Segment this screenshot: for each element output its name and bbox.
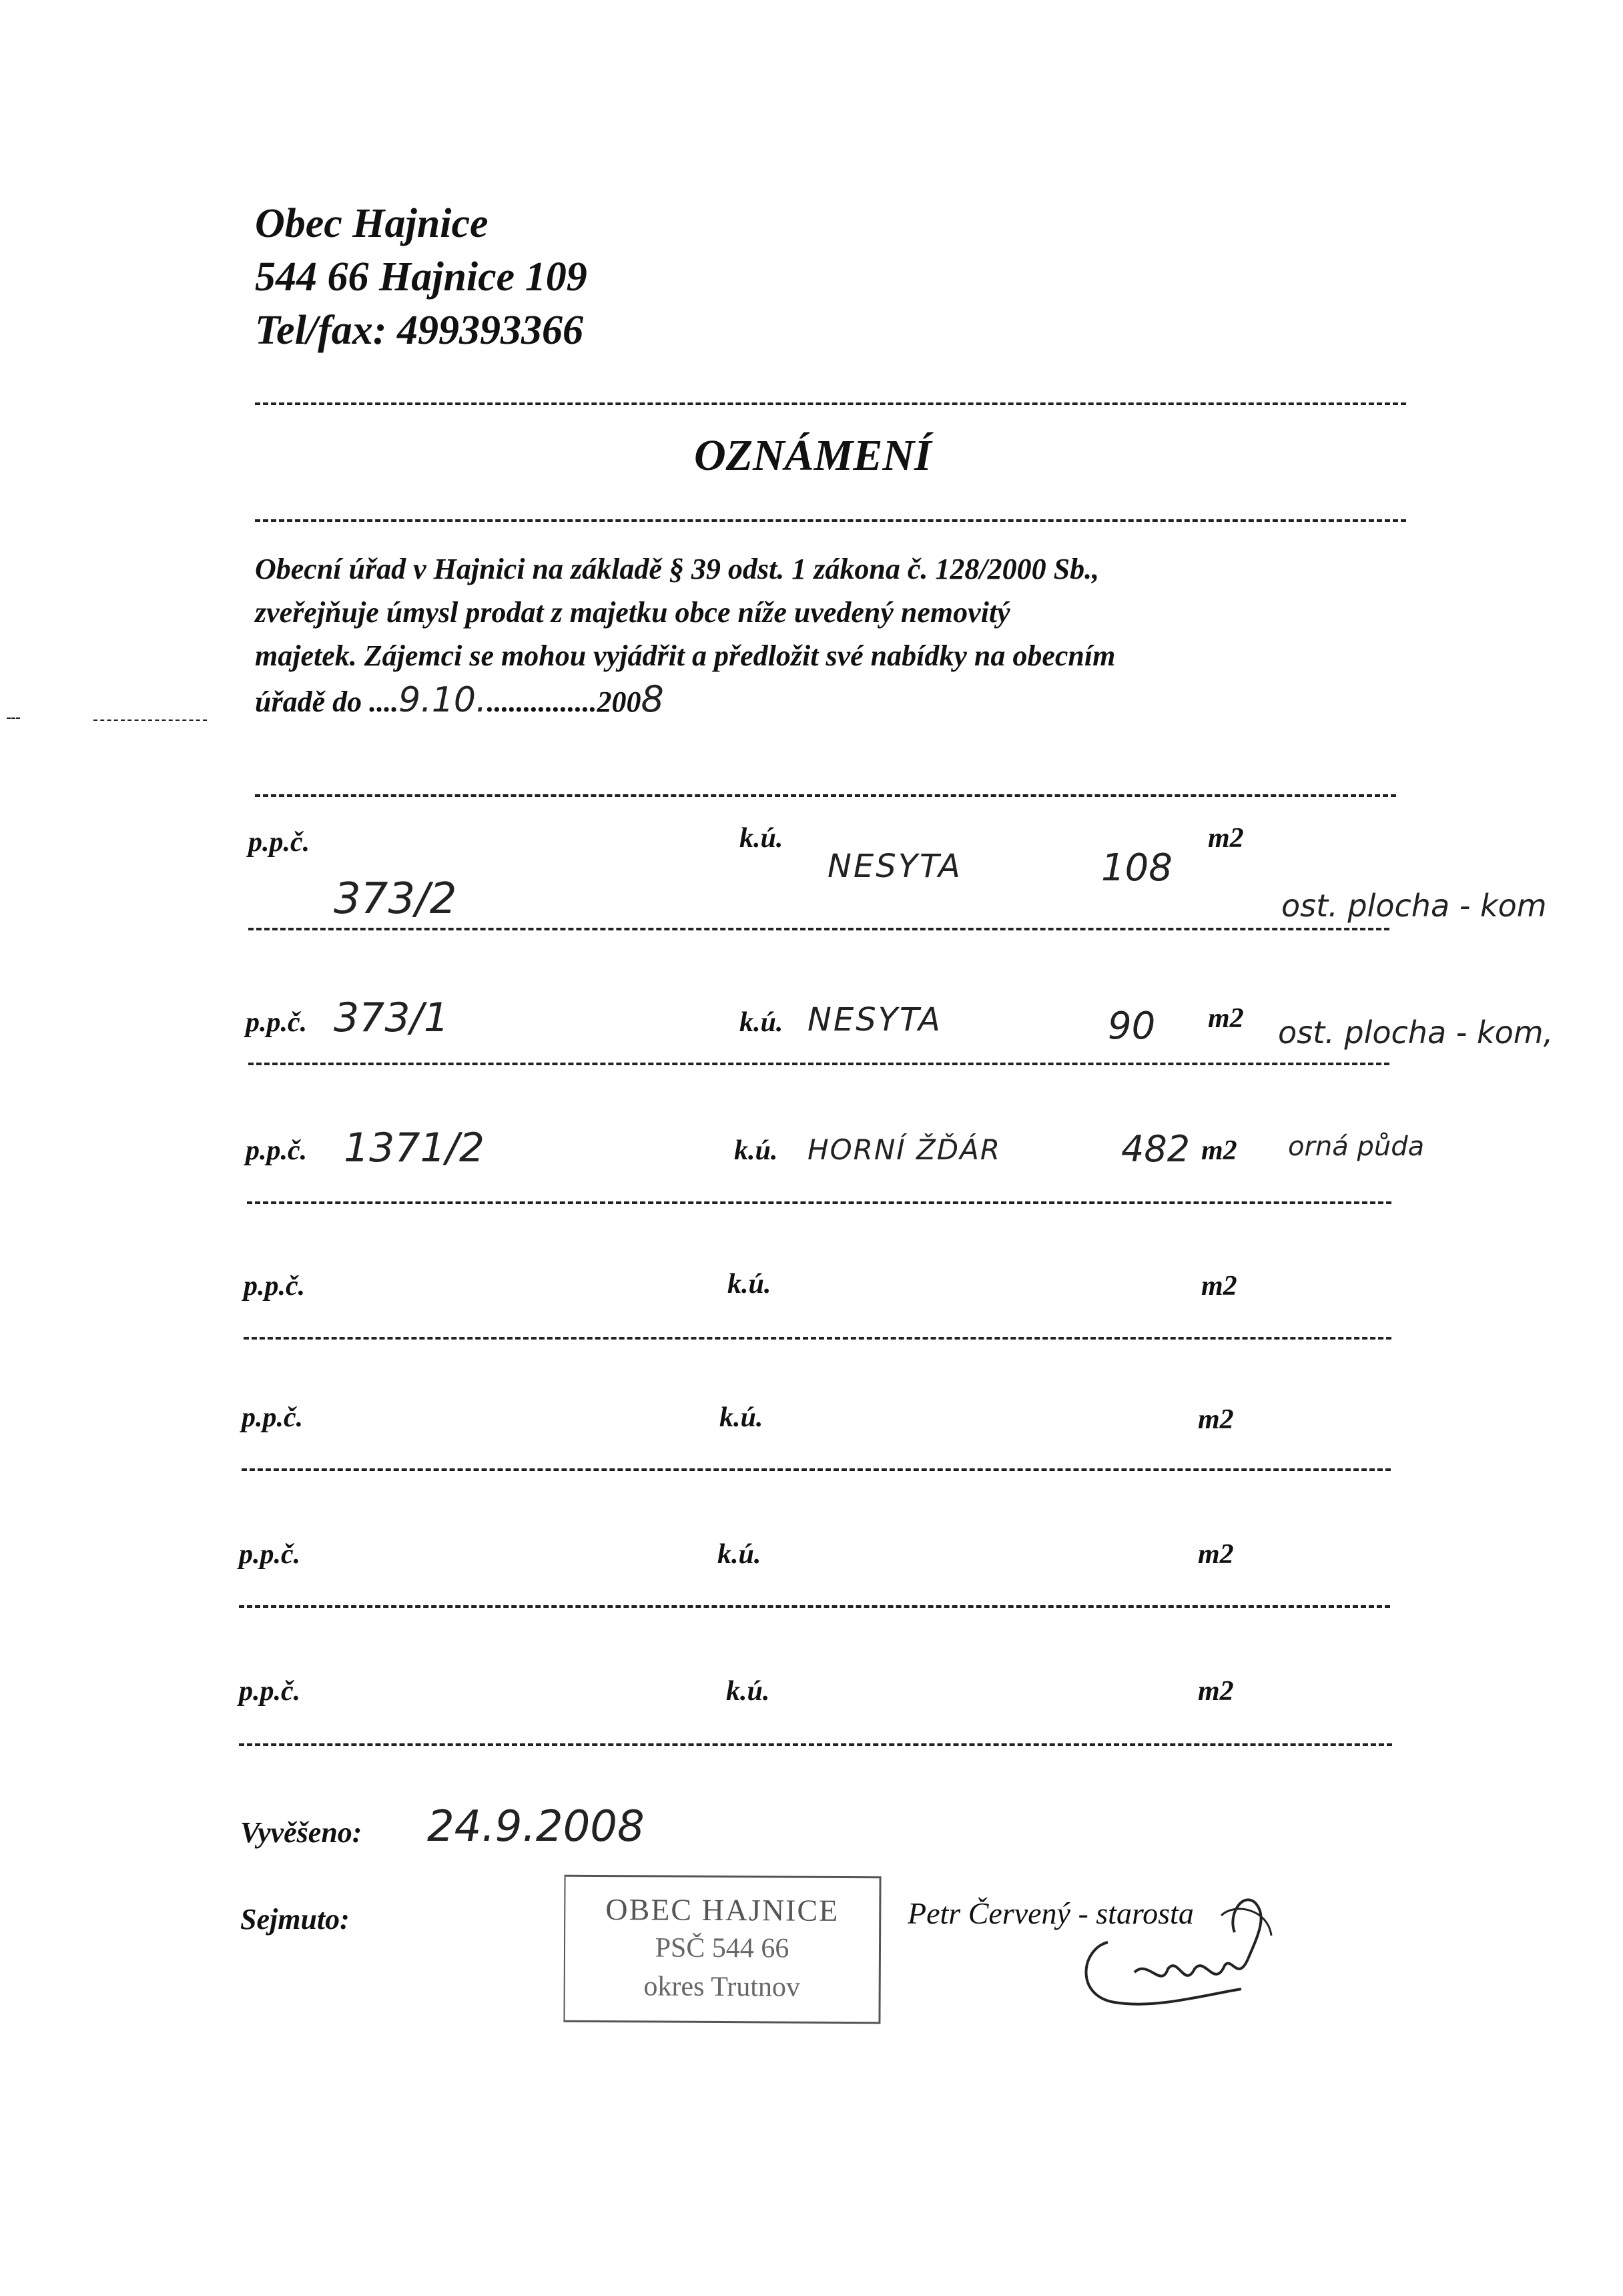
area-unit-label: m2 <box>1198 1404 1234 1435</box>
municipality-address: 544 66 Hajnice 109 <box>255 254 587 300</box>
parcel-label: p.p.č. <box>239 1539 301 1570</box>
row-divider <box>247 1201 1391 1204</box>
area-unit-label: m2 <box>1208 823 1244 854</box>
area-unit-label: m2 <box>1208 1003 1244 1034</box>
signature-mark <box>1068 1896 1288 2022</box>
cadastre-label: k.ú. <box>734 1135 778 1166</box>
land-use-note: ost. plocha - kom <box>1281 888 1547 924</box>
signatory-name: Petr Červený - starosta <box>908 1896 1194 1930</box>
area-unit-label: m2 <box>1198 1676 1234 1707</box>
deadline-dots: ............... <box>486 685 597 718</box>
row-divider <box>248 1063 1389 1065</box>
row-divider <box>239 1743 1392 1746</box>
cadastre-value: NESYTA <box>828 848 962 885</box>
cadastre-label: k.ú. <box>727 1269 771 1300</box>
land-use-note: orná půda <box>1288 1131 1425 1162</box>
cadastre-value: NESYTA <box>807 1001 942 1039</box>
cadastre-value: HORNÍ ŽĎÁR <box>807 1133 1002 1166</box>
row-divider <box>248 928 1389 930</box>
cadastre-label: k.ú. <box>739 823 783 854</box>
stamp-line: PSČ 544 66 <box>655 1932 789 1964</box>
parcel-label: p.p.č. <box>244 1271 306 1302</box>
stamp-line: okres Trutnov <box>643 1971 801 2003</box>
deadline-year-handwritten: 8 <box>641 678 664 720</box>
parcel-value: 1371/2 <box>344 1125 485 1171</box>
row-divider <box>242 1468 1391 1471</box>
divider-line <box>255 519 1406 522</box>
margin-mark <box>7 718 20 719</box>
parcel-label: p.p.č. <box>248 827 310 858</box>
cadastre-label: k.ú. <box>739 1007 783 1038</box>
area-unit-label: m2 <box>1201 1271 1237 1302</box>
intro-line: Obecní úřad v Hajnici na základě § 39 odst. 1 zákona č. 128/2000 Sb., <box>255 553 1100 585</box>
cadastre-label: k.ú. <box>719 1402 763 1433</box>
row-divider <box>244 1337 1391 1340</box>
posted-date-handwritten: 24.9.2008 <box>427 1802 645 1851</box>
posted-label: Vyvěšeno: <box>240 1816 362 1849</box>
document-title: OZNÁMENÍ <box>694 431 932 480</box>
cadastre-label: k.ú. <box>717 1539 761 1570</box>
deadline-handwritten-date: 9.10. <box>398 680 487 720</box>
area-value: 482 <box>1121 1128 1191 1170</box>
parcel-value: 373/2 <box>334 874 457 924</box>
municipality-phone: Tel/fax: 499393366 <box>255 308 583 353</box>
parcel-label: p.p.č. <box>246 1007 308 1038</box>
area-unit-label: m2 <box>1198 1539 1234 1570</box>
area-value: 90 <box>1108 1005 1156 1048</box>
parcel-label: p.p.č. <box>239 1676 301 1707</box>
row-divider <box>239 1605 1390 1608</box>
margin-mark <box>93 720 207 721</box>
deadline-prefix: úřadě do <box>255 685 370 718</box>
divider-line <box>255 794 1396 797</box>
stamp-line: OBEC HAJNICE <box>605 1892 840 1928</box>
land-use-note: ost. plocha - kom, <box>1278 1015 1554 1051</box>
removed-label: Sejmuto: <box>240 1903 350 1936</box>
parcel-value: 373/1 <box>334 994 449 1041</box>
official-stamp <box>563 1875 881 2024</box>
parcel-label: p.p.č. <box>242 1402 304 1433</box>
intro-line: majetek. Zájemci se mohou vyjádřit a předložit své nabídky na obecním <box>255 639 1116 672</box>
cadastre-label: k.ú. <box>726 1676 770 1707</box>
intro-line: zveřejňuje úmysl prodat z majetku obce níže uvedený nemovitý <box>255 596 1010 629</box>
deadline-year: 200 <box>597 685 641 718</box>
deadline-dots: .... <box>369 685 399 718</box>
divider-line <box>255 402 1406 405</box>
municipality-name: Obec Hajnice <box>255 201 489 246</box>
area-value: 108 <box>1101 846 1173 890</box>
parcel-label: p.p.č. <box>246 1135 308 1166</box>
area-unit-label: m2 <box>1201 1135 1237 1166</box>
deadline-line <box>255 677 664 724</box>
